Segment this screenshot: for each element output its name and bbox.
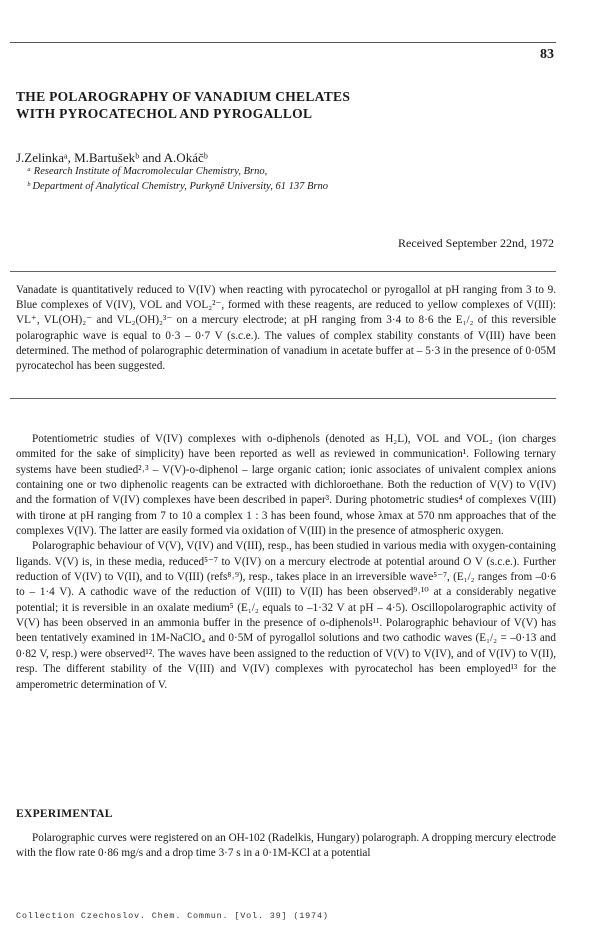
article-title (16, 88, 556, 122)
received-date: Received September 22nd, 1972 (398, 236, 554, 250)
abstract-rule-top (10, 271, 556, 272)
abstract-text: Vanadate is quantitatively reduced to V(IV) when reacting with pyrocatechol or pyrogallol at pH ranging from 3 to 9. Blue complexes of V(IV), VOL and VOL₂²⁻, formed with these reagents, are reduced to yellow complexes of V(III): VL⁺, VL(OH)₂⁻ and VL₂(OH)₂³⁻ on a mercury electrode; at pH ranging from 3·4 to 8·6 the E₁/₂ of this reversible polarographic wave is equal to 0·3 – 0·7 V (s.c.e.). The values of complex stability constants of V(III) have been determined. The method of polarographic determination of vanadium in acetate buffer at – 5·3 in the presence of 0·05M pyrocatechol has been suggested. (16, 284, 556, 373)
paragraph-2: Polarographic behaviour of V(V), V(IV) and V(III), resp., has been studied in various media with oxygen-containing ligands. V(V) is, in these media, reduced⁵⁻⁷ to V(IV) on a mercury electrode at potential around O V (s.c.e.). Further reduction of V(IV) to V(II), and to V(III) (refs⁸˒⁹), resp., takes place in an irreversible wave⁵⁻⁷, (E₁/₂ ranges from –0·6 to – 1·4 V). A cathodic wave of the reduction of V(III) to V(II) has been observed⁹˒¹⁰ at a considerably negative potential; it is reversible in an oxalate medium⁵ (E₁/₂ equals to –1·32 V at pH – 4·5). Oscillopolarographic activity of V(V) has been observed in an ammonia buffer in the presence of o-diphenols¹¹. Polarographic behaviour of V(V) has been tentatively examined in 1M-NaClO₄ and 0·5M of pyrogallol solutions and two cathodic waves (E₁/₂ = –0·13 and 0·82 V, resp.) were observed¹². The waves have been assigned to the reduction of V(V) to V(IV), and of V(IV) to V(II), resp. The different stability of the V(III) and V(IV) complexes with pyrocatechol has been employed¹³ for the amperometric determination of V. (16, 540, 556, 691)
abstract-rule-bottom (10, 398, 556, 399)
section-heading-experimental: EXPERIMENTAL (16, 808, 113, 820)
header-rule (10, 42, 556, 43)
journal-citation-footer: Collection Czechoslov. Chem. Commun. [Vol. 39] (1974) (16, 911, 329, 921)
authors: J.Zelinkaᵃ, M.Bartušekᵇ and A.Okáčᵇ (16, 150, 208, 165)
introduction (16, 432, 556, 693)
affiliation-a: ᵃ Research Institute of Macromolecular Chemistry, Brno, (27, 166, 268, 177)
experimental-section (16, 831, 556, 862)
title-line-2: WITH PYROCATECHOL AND PYROGALLOL (16, 106, 313, 121)
paragraph-1: Potentiometric studies of V(IV) complexes with o-diphenols (denoted as H₂L), VOL and VOL₂ (ion charges ommited for the sake of simplicity) have been reported as well as reviewed in communication¹. Following ternary systems have been studied²˒³ – V(V)-o-diphenol – large organic cation; ionic associates of univalent complex anions containing one or two diphenolic reagents can be extracted with dichloroethane. Both the reduction of V(V) to V(IV) and the formation of V(IV) complexes have been described in paper³. During photometric studies⁴ of complexes V(III) with tirone at pH ranging from 7 to 10 a complex 1 : 3 has been found, whose λmax at 570 nm approaches that of the complexes V(IV). The latter are easily formed via oxidation of V(III) in the presence of atmospheric oxygen. (16, 433, 556, 538)
title-line-1: THE POLAROGRAPHY OF VANADIUM CHELATES (16, 89, 351, 104)
page-number: 83 (540, 47, 554, 62)
abstract (16, 283, 556, 374)
affiliation-b: ᵇ Department of Analytical Chemistry, Purkyně University, 61 137 Brno (27, 181, 328, 192)
paragraph-3: Polarographic curves were registered on an OH-102 (Radelkis, Hungary) polarograph. A dropping mercury electrode with the flow rate 0·86 mg/s and a drop time 3·7 s in a 0·1M-KCl at a potential (16, 832, 556, 860)
